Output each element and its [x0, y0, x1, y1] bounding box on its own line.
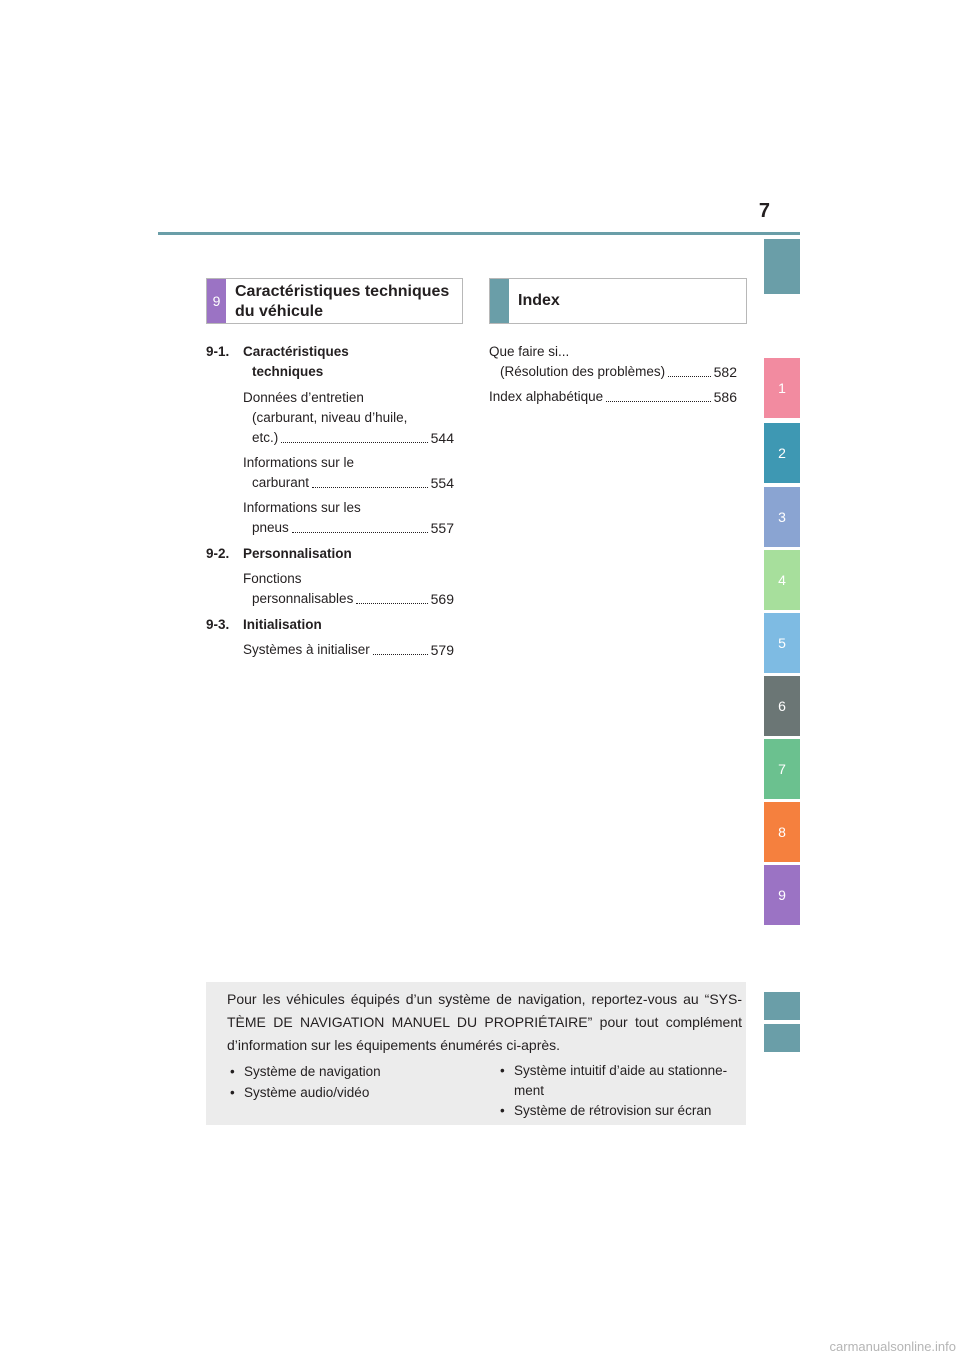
toc-entry-line [243, 473, 454, 493]
section-title [235, 282, 449, 322]
index-section-header [489, 278, 747, 324]
bullet-line: • Système intuitif d’aide au stationne- [514, 1063, 728, 1078]
leader-dots [356, 603, 427, 604]
toc-entry[interactable] [206, 453, 454, 493]
leader-dots [281, 442, 427, 443]
side-tab-9[interactable] [764, 865, 800, 925]
toc-entry-text: Index alphabétique [489, 389, 604, 404]
toc-entry-text: (Résolution des problèmes) [500, 364, 666, 379]
chapter-title: Personnalisation [243, 546, 352, 561]
page-ref: 579 [430, 642, 454, 658]
toc-entry-line: Que faire si... [489, 344, 570, 359]
leader-dots [668, 376, 711, 377]
toc-entry[interactable] [206, 569, 454, 609]
toc-entry-text: personnalisables [252, 591, 354, 606]
chapter-heading[interactable] [206, 342, 454, 362]
index-toc [489, 342, 737, 407]
chapter-number: 9-1. [206, 344, 230, 359]
section-number-badge: 9 [207, 279, 226, 323]
toc-entry-line: Données d’entretien [243, 390, 364, 405]
page-ref: 582 [713, 364, 737, 380]
leader-dots [312, 487, 428, 488]
bullet-item [514, 1061, 744, 1101]
toc-entry-line [243, 428, 454, 448]
toc-entry-line [489, 387, 737, 407]
side-tab-7[interactable] [764, 739, 800, 799]
side-tab-2[interactable] [764, 423, 800, 483]
side-tab-3[interactable] [764, 487, 800, 547]
bullet-line: ment [514, 1083, 545, 1098]
bullet-item: • Système audio/vidéo [244, 1083, 369, 1103]
side-tab-label: 7 [778, 761, 786, 777]
toc-entry[interactable] [206, 498, 454, 538]
toc-entry-line: Fonctions [243, 571, 302, 586]
chapter-number: 9-2. [206, 546, 230, 561]
page-ref: 544 [430, 430, 454, 446]
toc-entry[interactable] [206, 640, 454, 660]
page-ref: 557 [430, 520, 454, 536]
side-tab-label: 8 [778, 824, 786, 840]
chapter-heading[interactable] [206, 544, 454, 564]
chapter-number: 9-3. [206, 617, 230, 632]
section-9-toc [206, 342, 454, 660]
toc-entry[interactable] [489, 387, 737, 407]
side-tab-label: 6 [778, 698, 786, 714]
toc-entry-line [243, 589, 454, 609]
section-title: Index [518, 292, 560, 309]
section-color-bar [490, 279, 509, 323]
side-tab-index-b[interactable] [764, 1024, 800, 1052]
page-ref: 569 [430, 591, 454, 607]
section-title-line: du véhicule [235, 303, 324, 320]
watermark: carmanualsonline.info [829, 1339, 956, 1354]
side-tab-top[interactable] [764, 239, 800, 294]
toc-entry-line [243, 640, 454, 660]
side-tab-label: 2 [778, 445, 786, 461]
chapter-title: Initialisation [243, 617, 322, 632]
header-rule [158, 232, 800, 235]
toc-entry-line [243, 518, 454, 538]
toc-entry-text: etc.) [252, 430, 279, 445]
side-tab-8[interactable] [764, 802, 800, 862]
bullet-item: • Système de navigation [244, 1062, 381, 1082]
chapter-heading[interactable] [206, 615, 454, 635]
chapter-title-cont: techniques [252, 364, 324, 379]
section-9-header [206, 278, 463, 324]
chapter-title: Caractéristiques [243, 344, 349, 359]
bullet-item: • Système de rétrovision sur écran [514, 1101, 711, 1121]
note-text: Pour les véhicules équipés d’un système de navigation, reportez-vous au “SYS-TÈME DE NAVIGATION MANUEL DU PROPRIÉTAIRE” pour tout complément d’information sur les équipements énumérés ci-après. [227, 991, 742, 1053]
side-tab-4[interactable] [764, 550, 800, 610]
side-tab-label: 4 [778, 572, 786, 588]
toc-entry-line [489, 362, 737, 382]
page-number: 7 [758, 200, 770, 222]
leader-dots [373, 654, 428, 655]
toc-entry[interactable] [489, 342, 737, 382]
side-tab-label: 3 [778, 509, 786, 525]
side-tab-label: 9 [778, 887, 786, 903]
toc-entry-line: Informations sur le [243, 455, 355, 470]
side-tab-5[interactable] [764, 613, 800, 673]
side-tab-1[interactable] [764, 358, 800, 418]
toc-entry[interactable] [206, 388, 454, 448]
page-ref: 586 [713, 389, 737, 405]
navigation-note-box [206, 982, 746, 1125]
leader-dots [292, 532, 428, 533]
side-tab-label: 1 [778, 380, 786, 396]
side-tab-index-a[interactable] [764, 992, 800, 1020]
toc-entry-text: pneus [252, 520, 289, 535]
side-tab-label: 5 [778, 635, 786, 651]
toc-entry-text: Systèmes à initialiser [243, 642, 370, 657]
toc-entry-line: Informations sur les [243, 500, 361, 515]
section-title-line: Caractéristiques techniques [235, 283, 450, 300]
page-ref: 554 [430, 475, 454, 491]
toc-entry-text: carburant [252, 475, 310, 490]
toc-entry-line: (carburant, niveau d’huile, [252, 410, 408, 425]
leader-dots [606, 401, 711, 402]
side-tab-6[interactable] [764, 676, 800, 736]
